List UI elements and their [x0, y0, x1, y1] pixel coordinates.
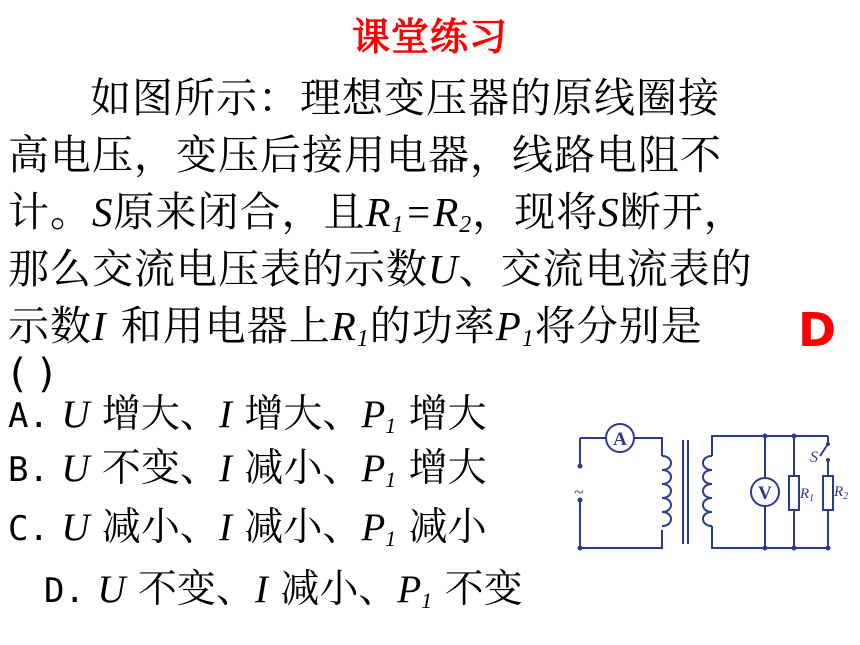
- subscript: 1: [356, 326, 370, 352]
- answer-blank: ( ): [10, 351, 54, 397]
- option-a[interactable]: [8, 392, 487, 449]
- answer-mark: D: [798, 303, 837, 357]
- symbol-p: P: [397, 568, 422, 611]
- option-text: 不变、: [125, 567, 255, 612]
- symbol-s: S: [598, 189, 620, 235]
- subscript: 1: [421, 588, 433, 613]
- symbol-i: I: [92, 303, 107, 349]
- option-text: 不变、: [89, 446, 219, 491]
- question-line-4: [8, 243, 753, 295]
- option-text: 不变: [432, 567, 523, 612]
- r2-label: $R_2$: [834, 484, 849, 502]
- option-text: 减小、: [89, 505, 219, 550]
- option-text: 减小、: [231, 446, 362, 491]
- symbol-r: R: [365, 189, 392, 235]
- symbol-p: P: [361, 506, 386, 549]
- transformer-circuit-diagram: [570, 418, 855, 558]
- page-title: 课堂练习: [351, 15, 508, 59]
- symbol-u: U: [428, 246, 459, 292]
- option-text: 增大: [396, 392, 487, 437]
- question-line-2: [8, 129, 722, 181]
- symbol-r: R: [433, 189, 460, 235]
- junction-dot: [792, 434, 797, 439]
- subscript: 1: [385, 413, 397, 438]
- question-text: 如图所示：理想变压器的原线圈接: [90, 74, 720, 122]
- primary-coil: [662, 456, 671, 526]
- option-text: 减小、: [267, 567, 398, 612]
- question-text: 示数: [8, 302, 92, 350]
- symbol-u: U: [61, 447, 90, 490]
- r1-label: $R_1$: [800, 486, 815, 504]
- question-text: 和用电器上: [106, 302, 331, 350]
- option-text: 增大、: [231, 392, 362, 437]
- question-text: 的功率: [369, 302, 496, 350]
- question-text: 原来闭合，且: [113, 188, 366, 236]
- resistor-r2: [823, 476, 833, 510]
- question-line-5: [8, 300, 703, 365]
- symbol-u: U: [97, 568, 126, 611]
- junction-dot: [763, 434, 768, 439]
- terminal-dot: [578, 546, 583, 551]
- option-letter: A.: [8, 396, 49, 436]
- option-text: 增大、: [89, 392, 219, 437]
- resistor-r1: [789, 476, 799, 510]
- subscript: 1: [385, 467, 397, 492]
- question-text: ，现将: [472, 188, 599, 236]
- option-d[interactable]: [44, 567, 523, 624]
- option-c[interactable]: [8, 505, 487, 562]
- question-text: 计。: [8, 188, 92, 236]
- question-text: 、交流电流表的: [458, 245, 753, 293]
- symbol-i: I: [254, 568, 268, 611]
- symbol-p: P: [361, 447, 386, 490]
- switch-blade: [820, 444, 828, 456]
- symbol-s: S: [92, 189, 114, 235]
- symbol-i: I: [218, 506, 232, 549]
- equals-sign: =: [404, 189, 434, 235]
- subscript: 1: [521, 326, 535, 352]
- subscript: 2: [459, 212, 473, 238]
- subscript: 1: [391, 212, 405, 238]
- symbol-u: U: [61, 393, 90, 436]
- option-letter: C.: [8, 509, 49, 549]
- junction-dot: [792, 546, 797, 551]
- voltmeter-label: V: [758, 483, 772, 504]
- question-text: 断开，: [619, 188, 746, 236]
- option-letter: D.: [44, 571, 85, 611]
- subscript: 1: [385, 526, 397, 551]
- question-text: 那么交流电压表的示数: [8, 245, 428, 293]
- symbol-p: P: [495, 303, 522, 349]
- symbol-i: I: [218, 447, 232, 490]
- question-text: 高电压，变压后接用电器，线路电阻不: [8, 131, 722, 179]
- question-text: 将分别是: [534, 302, 703, 350]
- terminal-dot: [578, 464, 583, 469]
- option-letter: B.: [8, 450, 49, 490]
- switch-contact: [826, 458, 830, 462]
- symbol-i: I: [218, 393, 232, 436]
- ammeter-label: A: [613, 429, 627, 450]
- option-text: 减小: [396, 505, 487, 550]
- junction-dot: [763, 546, 768, 551]
- switch-label: S: [810, 449, 818, 466]
- symbol-u: U: [61, 506, 90, 549]
- symbol-r: R: [330, 303, 357, 349]
- option-b[interactable]: [8, 446, 487, 503]
- option-text: 减小、: [231, 505, 362, 550]
- option-text: 增大: [396, 446, 487, 491]
- ac-source-label: ~: [574, 482, 584, 502]
- symbol-p: P: [361, 393, 386, 436]
- question-line-1: [90, 72, 720, 124]
- question-line-3: [8, 186, 746, 251]
- secondary-coil: [703, 456, 712, 526]
- switch-contact: [826, 442, 830, 446]
- junction-dot: [826, 546, 831, 551]
